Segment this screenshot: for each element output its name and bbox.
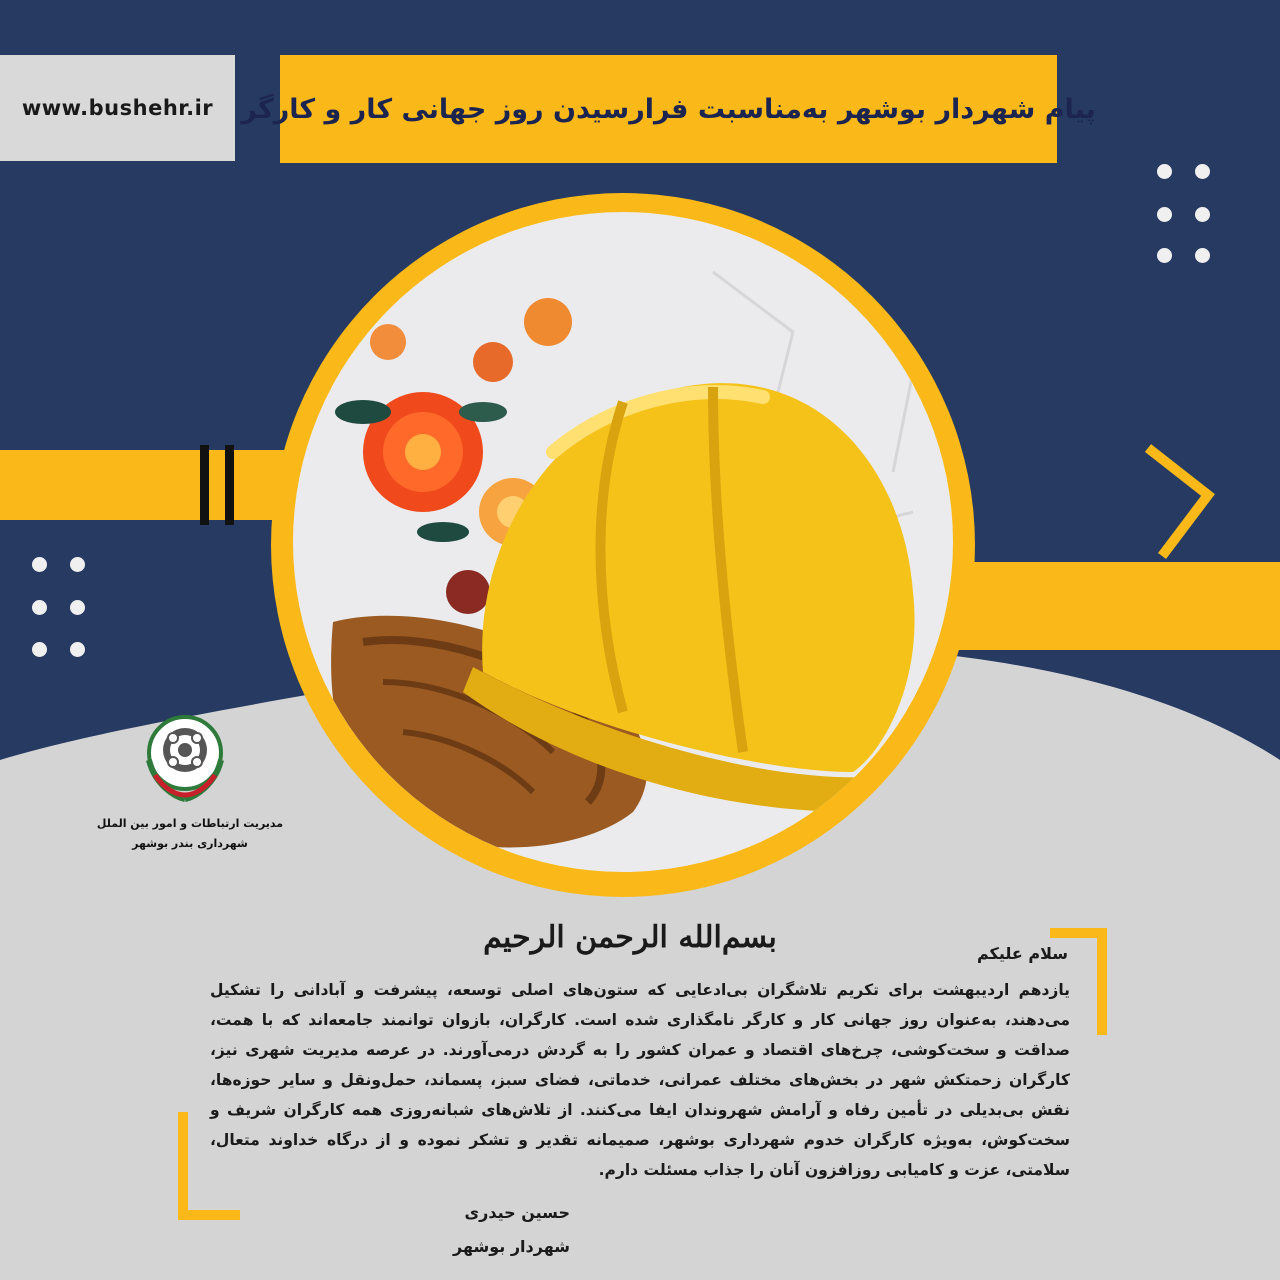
decor-dot bbox=[1195, 248, 1210, 263]
website-url[interactable]: www.bushehr.ir bbox=[21, 96, 214, 120]
message-heading: بسم‌الله الرحمن الرحیم bbox=[483, 920, 777, 955]
organization-line-1: مدیریت ارتباطات و امور بین الملل bbox=[96, 817, 284, 830]
signer-title: شهردار بوشهر bbox=[452, 1237, 570, 1256]
title-banner bbox=[241, 55, 1096, 163]
signature-block bbox=[400, 1196, 570, 1264]
website-box bbox=[0, 55, 235, 161]
helmet-gloves-illustration bbox=[293, 212, 953, 872]
stripe-bar bbox=[200, 445, 209, 525]
decor-dot bbox=[1157, 207, 1172, 222]
decor-dot bbox=[70, 600, 85, 615]
decor-dot bbox=[1195, 207, 1210, 222]
organization-line-2: شهرداری بندر بوشهر bbox=[132, 837, 248, 850]
decor-dot bbox=[32, 557, 47, 572]
signer-name: حسین حیدری bbox=[464, 1203, 570, 1222]
decor-dot bbox=[1157, 164, 1172, 179]
stripe-bar bbox=[225, 445, 234, 525]
decor-dot bbox=[1157, 248, 1172, 263]
municipality-emblem-icon bbox=[135, 705, 235, 805]
organization-caption bbox=[90, 814, 290, 854]
decor-dot bbox=[1195, 164, 1210, 179]
message-greeting: سلام علیکم bbox=[976, 944, 1068, 963]
decor-dot bbox=[32, 600, 47, 615]
decor-dot bbox=[70, 642, 85, 657]
decor-dot bbox=[32, 642, 47, 657]
decor-dot bbox=[70, 557, 85, 572]
hero-photo bbox=[293, 212, 953, 872]
page-title: پیام شهردار بوشهر به‌مناسبت فرارسیدن روز جهانی کار و کارگر bbox=[241, 93, 1096, 125]
message-body: یازدهم اردیبهشت برای تکریم تلاشگران بی‌ادعایی که ستون‌های اصلی توسعه، پیشرفت و آبادانی را تشکیل می‌دهند، به‌عنوان روز جهانی کار و کارگر نامگذاری شده است. کارگران، بازوان توانمند جامعه‌اند که با همت، صداقت و سخت‌کوشی، چرخ‌های اقتصاد و عمران کشور را به گردش درمی‌آورند. در عرصه مدیریت شهری نیز، کارگران زحمتکش شهر در بخش‌های مختلف عمرانی، خدماتی، فضای سبز، پسماند، حمل‌ونقل و سایر حوزه‌ها، نقش بی‌بدیلی در تأمین رفاه و آرامش شهروندان ایفا می‌کنند. از تلاش‌های شبانه‌روزی همه کارگران شریف و سخت‌کوش، به‌ویژه کارگران خدوم شهرداری بوشهر، صمیمانه تقدیر و تشکر نموده و از درگاه خداوند متعال، سلامتی، عزت و کامیابی روزافزون آنان را جذاب مسئلت دارم. bbox=[210, 981, 1070, 1179]
